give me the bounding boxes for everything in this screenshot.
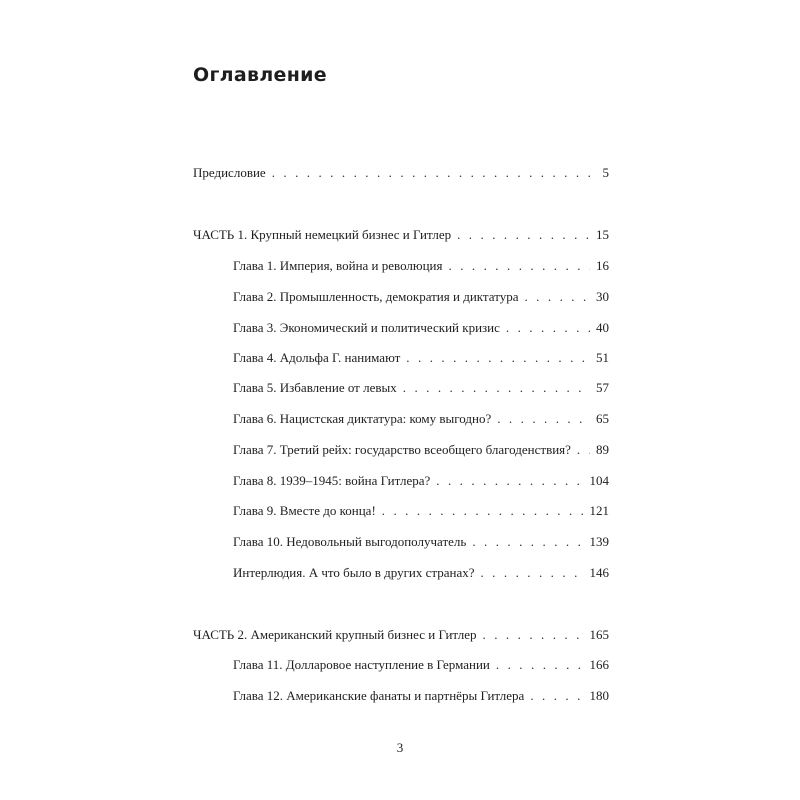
toc-entry-label: Интерлюдия. А что было в других странах?: [233, 565, 475, 580]
toc-entry-label: Глава 8. 1939–1945: война Гитлера?: [233, 473, 431, 488]
toc-entry-label: Глава 4. Адольфа Г. нанимают: [233, 350, 401, 365]
toc-entry-part-2: [193, 627, 609, 643]
toc-entry-label: Глава 11. Долларовое наступление в Германии: [233, 657, 490, 672]
leader-dots: [449, 258, 591, 274]
toc-entry-page: 16: [596, 258, 609, 273]
toc-entry-page: 40: [596, 320, 609, 335]
toc-entry-chapter-9: [233, 503, 609, 519]
toc-entry-page: 166: [589, 657, 609, 672]
leader-dots: [577, 442, 590, 458]
toc-entry-label: Глава 3. Экономический и политический кризис: [233, 320, 500, 335]
page-title: Оглавление: [193, 64, 327, 86]
leader-dots: [480, 565, 583, 581]
toc-entry-page: 180: [589, 688, 609, 703]
toc-entry-chapter-3: [233, 320, 609, 336]
leader-dots: [472, 534, 583, 550]
toc-entry-page: 89: [596, 442, 609, 457]
toc-entry-part-1: [193, 227, 609, 243]
toc-entry-page: 5: [602, 165, 609, 180]
toc-entry-label: Глава 1. Империя, война и революция: [233, 258, 443, 273]
toc-entry-chapter-2: [233, 289, 609, 305]
toc-entry-chapter-12: [233, 688, 609, 704]
leader-dots: [506, 320, 590, 336]
leader-dots: [406, 350, 590, 366]
toc-entry-page: 65: [596, 411, 609, 426]
toc-entry-label: Глава 9. Вместе до конца!: [233, 503, 376, 518]
toc-entry-page: 165: [589, 627, 609, 642]
toc-entry-label: ЧАСТЬ 2. Американский крупный бизнес и Гитлер: [193, 627, 477, 642]
toc-entry-interlude: [233, 565, 609, 581]
leader-dots: [403, 380, 590, 396]
toc-entry-page: 30: [596, 289, 609, 304]
leader-dots: [496, 657, 584, 673]
leader-dots: [497, 411, 590, 427]
toc-entry-label: Глава 10. Недовольный выгодополучатель: [233, 534, 467, 549]
toc-entry-label: Глава 12. Американские фанаты и партнёры Гитлера: [233, 688, 525, 703]
leader-dots: [382, 503, 584, 519]
toc-entry-chapter-1: [233, 258, 609, 274]
toc-entry-label: Глава 2. Промышленность, демократия и диктатура: [233, 289, 519, 304]
toc-entry-label: Глава 7. Третий рейх: государство всеобщего благоденствия?: [233, 442, 571, 457]
toc-entry-page: 139: [589, 534, 609, 549]
page-number: 3: [396, 740, 404, 755]
toc-entry-label: ЧАСТЬ 1. Крупный немецкий бизнес и Гитлер: [193, 227, 452, 242]
leader-dots: [524, 289, 590, 305]
toc-entry-preface: [193, 165, 609, 181]
toc-entry-chapter-5: [233, 380, 609, 396]
toc-entry-page: 104: [589, 473, 609, 488]
toc-entry-page: 15: [596, 227, 609, 242]
leader-dots: [272, 165, 597, 181]
toc-entry-page: 121: [589, 503, 609, 518]
toc-entry-label: Глава 6. Нацистская диктатура: кому выгодно?: [233, 411, 492, 426]
toc-entry-page: 51: [596, 350, 609, 365]
toc-entry-chapter-11: [233, 657, 609, 673]
toc-entry-page: 146: [589, 565, 609, 580]
leader-dots: [436, 473, 583, 489]
toc-entry-chapter-8: [233, 473, 609, 489]
toc-entry-chapter-4: [233, 350, 609, 366]
toc-entry-label: Глава 5. Избавление от левых: [233, 380, 397, 395]
leader-dots: [530, 688, 583, 704]
toc-entry-page: 57: [596, 380, 609, 395]
toc-entry-chapter-7: [233, 442, 609, 458]
leader-dots: [483, 627, 584, 643]
leader-dots: [457, 227, 590, 243]
toc-entry-label: Предисловие: [193, 165, 266, 180]
toc-entry-chapter-6: [233, 411, 609, 427]
toc-entry-chapter-10: [233, 534, 609, 550]
